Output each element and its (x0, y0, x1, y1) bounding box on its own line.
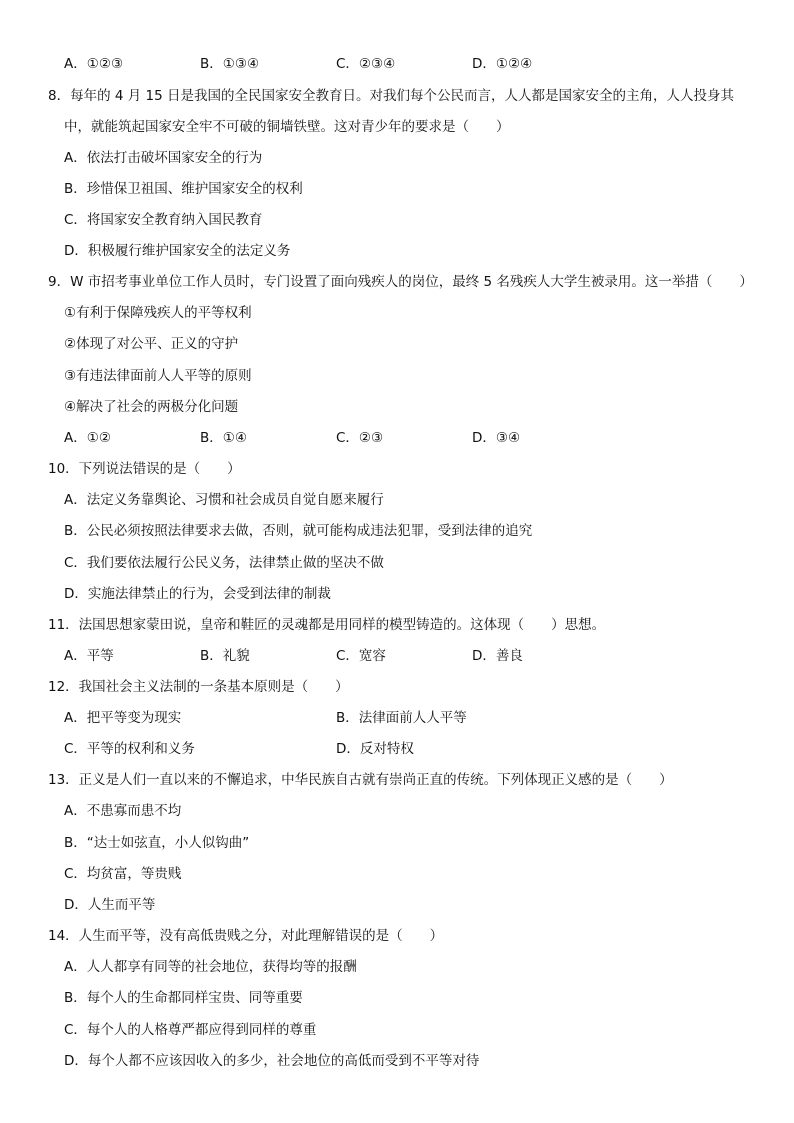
q7-option-d: D．①②④ (472, 56, 533, 72)
q7-option-b: B．①③④ (200, 56, 260, 72)
q14-option-a: A．人人都享有同等的社会地位，获得均等的报酬 (64, 959, 357, 975)
q12-options-row2 (64, 739, 764, 759)
q12-option-d: D．反对特权 (336, 741, 414, 757)
q9-statement-1: ①有利于保障残疾人的平等权利 (64, 305, 252, 321)
q8-option-c: C．将国家安全教育纳入国民教育 (64, 212, 263, 228)
q12-stem: 12．我国社会主义法制的一条基本原则是（ ） (48, 679, 349, 695)
q11-stem: 11．法国思想家蒙田说，皇帝和鞋匠的灵魂都是用同样的模型铸造的。这体现（ ）思想。 (48, 617, 606, 633)
q8-stem-line1: 8．每年的 4 月 15 日是我国的全民国家安全教育日。对我们每个公民而言，人人都是国家安全的主角，人人投身其 (48, 88, 735, 104)
q12-options-row1 (64, 708, 764, 728)
q9-option-b: B．①④ (200, 430, 247, 446)
q13-stem: 13．正义是人们一直以来的不懈追求，中华民族自古就有崇尚正直的传统。下列体现正义感的是（ ） (48, 772, 673, 788)
q11-option-d: D．善良 (472, 648, 523, 664)
q9-statement-3: ③有违法律面前人人平等的原则 (64, 368, 252, 384)
q13-option-a: A．不患寡而患不均 (64, 803, 182, 819)
q11-option-a: A．平等 (64, 648, 114, 664)
q9-option-d: D．③④ (472, 430, 521, 446)
q10-option-d: D．实施法律禁止的行为，会受到法律的制裁 (64, 586, 331, 602)
q11-options (64, 646, 764, 666)
q10-option-c: C．我们要依法履行公民义务，法律禁止做的坚决不做 (64, 555, 384, 571)
q10-stem: 10．下列说法错误的是（ ） (48, 461, 241, 477)
q9-statement-4: ④解决了社会的两极分化问题 (64, 399, 239, 415)
q8-stem-line2: 中，就能筑起国家安全牢不可破的铜墙铁壁。这对青少年的要求是（ ） (64, 119, 510, 135)
q11-option-b: B．礼貌 (200, 648, 250, 664)
q8-option-d: D．积极履行维护国家安全的法定义务 (64, 243, 291, 259)
q7-options (64, 54, 764, 74)
q7-option-a: A．①②③ (64, 56, 124, 72)
q9-options (64, 428, 764, 448)
q11-option-c: C．宽容 (336, 648, 386, 664)
q9-option-a: A．①② (64, 430, 111, 446)
q10-option-a: A．法定义务靠舆论、习惯和社会成员自觉自愿来履行 (64, 492, 384, 508)
q9-option-c: C．②③ (336, 430, 384, 446)
q14-option-c: C．每个人的人格尊严都应得到同样的尊重 (64, 1022, 317, 1038)
q7-option-c: C．②③④ (336, 56, 396, 72)
q12-option-c: C．平等的权利和义务 (64, 741, 195, 757)
q13-option-b: B．“达士如弦直，小人似钩曲” (64, 835, 250, 851)
q13-option-d: D．人生而平等 (64, 897, 156, 913)
q13-option-c: C．均贫富，等贵贱 (64, 866, 182, 882)
q14-stem: 14．人生而平等，没有高低贵贱之分，对此理解错误的是（ ） (48, 928, 444, 944)
q12-option-a: A．把平等变为现实 (64, 710, 182, 726)
q9-statement-2: ②体现了对公平、正义的守护 (64, 336, 239, 352)
q8-option-a: A．依法打击破坏国家安全的行为 (64, 150, 263, 166)
q9-stem: 9．W 市招考事业单位工作人员时，专门设置了面向残疾人的岗位，最终 5 名残疾人大学生被录用。这一举措（ ） (48, 274, 753, 290)
q12-option-b: B．法律面前人人平等 (336, 710, 467, 726)
q8-option-b: B．珍惜保卫祖国、维护国家安全的权利 (64, 181, 303, 197)
q10-option-b: B．公民必须按照法律要求去做，否则，就可能构成违法犯罪，受到法律的追究 (64, 523, 533, 539)
q14-option-b: B．每个人的生命都同样宝贵、同等重要 (64, 990, 303, 1006)
q14-option-d: D．每个人都不应该因收入的多少，社会地位的高低而受到不平等对待 (64, 1053, 480, 1069)
